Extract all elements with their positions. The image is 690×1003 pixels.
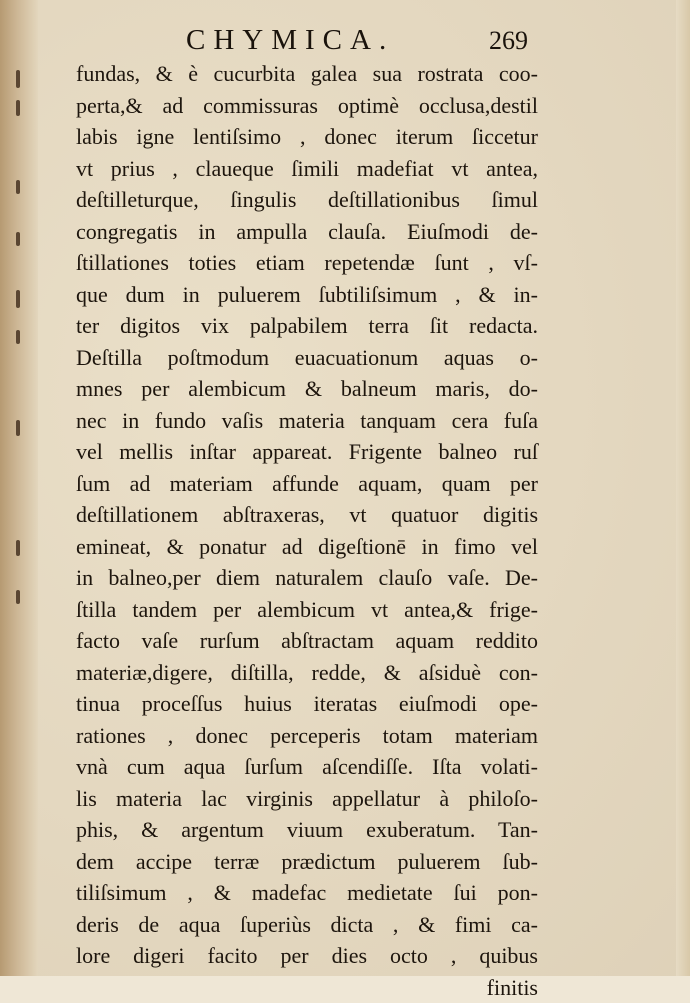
text-line: ſum ad materiam affunde aquam, quam per	[76, 468, 538, 500]
text-line: vel mellis inſtar appareat. Frigente balneo ruſ	[76, 436, 538, 468]
text-line: dem accipe terræ prædictum puluerem ſub-	[76, 846, 538, 878]
text-line: phis, & argentum viuum exuberatum. Tan-	[76, 814, 538, 846]
text-line: labis igne lentiſsimo , donec iterum ſiccetur	[76, 121, 538, 153]
text-line: que dum in puluerem ſubtiliſsimum , & in-	[76, 279, 538, 311]
gutter-mark	[16, 420, 20, 436]
text-line: facto vaſe rurſum abſtractam aquam reddito	[76, 625, 538, 657]
text-line: ter digitos vix palpabilem terra ſit redacta.	[76, 310, 538, 342]
text-line: ſtillationes toties etiam repetendæ ſunt , vſ-	[76, 247, 538, 279]
text-line: tiliſsimum , & madefac medietate ſui pon-	[76, 877, 538, 909]
text-line: tinua proceſſus huius iteratas eiuſmodi ope-	[76, 688, 538, 720]
text-line: mnes per alembicum & balneum maris, do-	[76, 373, 538, 405]
text-line: deſtillationem abſtraxeras, vt quatuor digitis	[76, 499, 538, 531]
page-gutter-edge	[0, 0, 38, 976]
text-line: in balneo,per diem naturalem clauſo vaſe. De-	[76, 562, 538, 594]
text-line: lore digeri facito per dies octo , quibus	[76, 940, 538, 972]
text-line: ſtilla tandem per alembicum vt antea,& frige-	[76, 594, 538, 626]
text-line: perta,& ad commissuras optimè occlusa,destil	[76, 90, 538, 122]
text-line: Deſtilla poſtmodum euacuationum aquas o-	[76, 342, 538, 374]
gutter-mark	[16, 180, 20, 194]
running-title: CHYMICA.	[186, 24, 394, 57]
gutter-mark	[16, 540, 20, 556]
text-line: materiæ,digere, diſtilla, redde, & aſsiduè con-	[76, 657, 538, 689]
gutter-mark	[16, 590, 20, 604]
text-line: congregatis in ampulla clauſa. Eiuſmodi de-	[76, 216, 538, 248]
text-line: deſtilleturque, ſingulis deſtillationibus ſimul	[76, 184, 538, 216]
text-line: vnà cum aqua ſurſum aſcendiſſe. Iſta volati-	[76, 751, 538, 783]
gutter-mark	[16, 100, 20, 116]
gutter-mark	[16, 330, 20, 344]
gutter-mark	[16, 70, 20, 88]
catchword: finitis	[76, 972, 538, 1003]
body-text	[76, 58, 538, 1003]
text-line: lis materia lac virginis appellatur à philoſo-	[76, 783, 538, 815]
page-right-edge	[676, 0, 690, 976]
gutter-mark	[16, 290, 20, 308]
page-number: 269	[489, 26, 528, 56]
text-line: fundas, & è cucurbita galea sua rostrata coo-	[76, 58, 538, 90]
gutter-mark	[16, 232, 20, 246]
text-line: rationes , donec perceperis totam materiam	[76, 720, 538, 752]
text-line: emineat, & ponatur ad digeſtionē in fimo vel	[76, 531, 538, 563]
text-line: deris de aqua ſuperiùs dicta , & fimi ca-	[76, 909, 538, 941]
text-line: nec in fundo vaſis materia tanquam cera fuſa	[76, 405, 538, 437]
page-header	[86, 22, 546, 62]
text-line: vt prius , claueque ſimili madefiat vt antea,	[76, 153, 538, 185]
